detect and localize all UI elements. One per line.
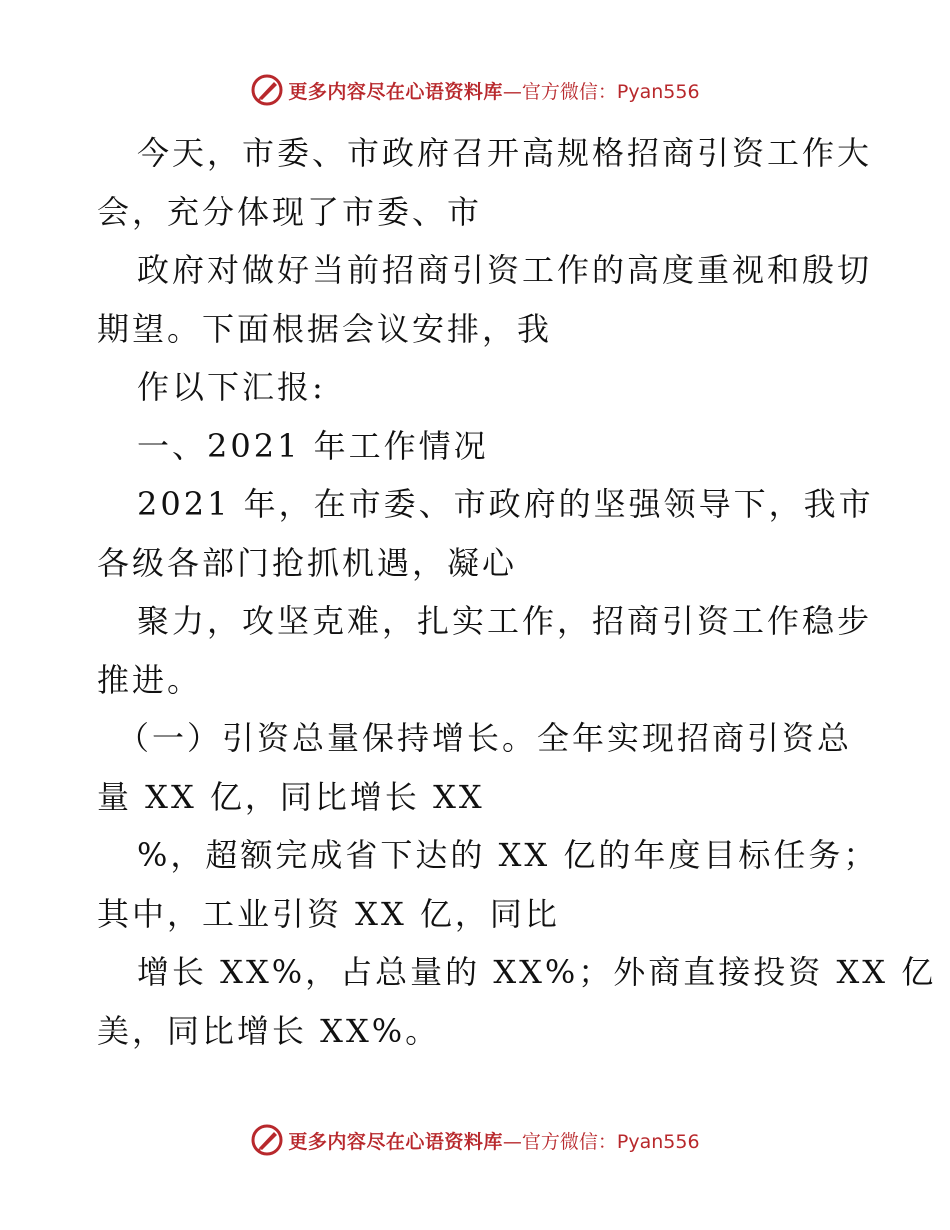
- text-line: 美，同比增长 XX%。: [97, 1011, 441, 1050]
- document-body: [97, 124, 937, 1060]
- text-line: 作以下汇报:: [137, 368, 326, 406]
- text-line: 聚力，攻坚克难，扎实工作，招商引资工作稳步: [137, 602, 873, 640]
- text-line: 2021 年，在市委、市政府的坚强领导下，我市: [137, 485, 874, 523]
- text-line: 量 XX 亿，同比增长 XX: [97, 777, 485, 816]
- text-line: 会，充分体现了市委、市: [97, 192, 483, 231]
- text-line: 增长 XX%，占总量的 XX%；外商直接投资 XX 亿: [137, 953, 937, 991]
- quill-pen-logo-icon: [250, 73, 284, 107]
- header-banner: [0, 72, 950, 108]
- text-line: 推进。: [97, 660, 203, 699]
- banner-subtitle: —官方微信：Pyan556: [502, 1130, 700, 1153]
- banner-subtitle: —官方微信：Pyan556: [502, 80, 700, 103]
- text-line: 今天，市委、市政府召开高规格招商引资工作大: [137, 134, 873, 172]
- subsection-line: （一）引资总量保持增长。全年实现招商引资总: [117, 719, 853, 757]
- quill-pen-logo-icon: [250, 1123, 284, 1157]
- banner-title: 更多内容尽在心语资料库: [288, 80, 503, 103]
- text-line: %，超额完成省下达的 XX 亿的年度目标任务；: [137, 836, 879, 874]
- text-line: 各级各部门抢抓机遇，凝心: [97, 543, 518, 582]
- banner-title: 更多内容尽在心语资料库: [288, 1130, 503, 1153]
- section-heading: 一、2021 年工作情况: [137, 426, 489, 465]
- text-line: 其中，工业引资 XX 亿，同比: [97, 894, 560, 933]
- text-line: 期望。下面根据会议安排，我: [97, 309, 553, 348]
- footer-banner: [0, 1122, 950, 1158]
- text-line: 政府对做好当前招商引资工作的高度重视和殷切: [137, 251, 873, 289]
